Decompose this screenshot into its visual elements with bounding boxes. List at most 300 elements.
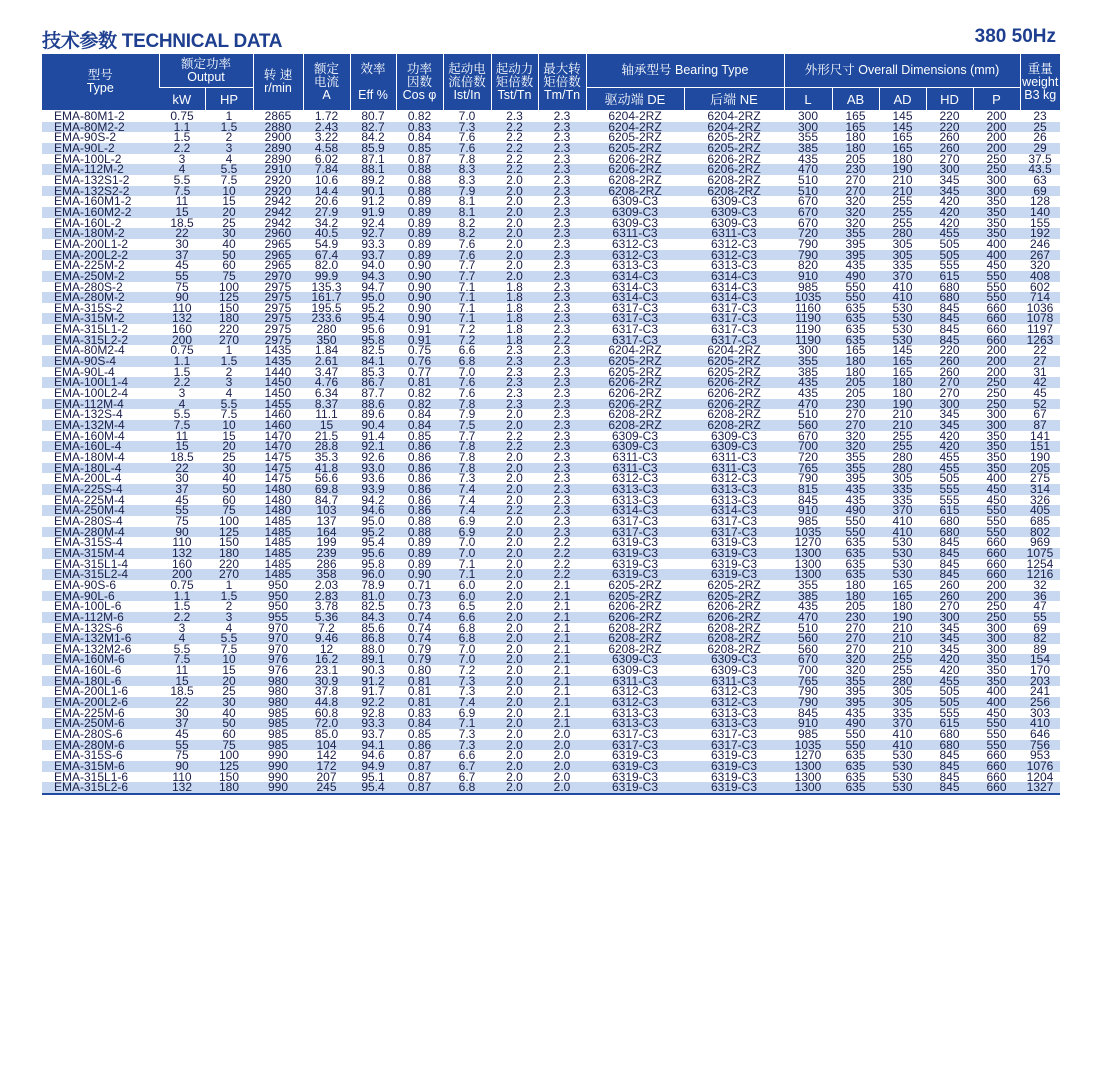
table-row bbox=[42, 601, 1060, 612]
table-cell: 260 bbox=[926, 356, 973, 367]
table-cell: 350 bbox=[973, 441, 1020, 452]
table-cell: 450 bbox=[986, 494, 1007, 506]
table-cell: 6311-C3 bbox=[612, 452, 658, 463]
table-cell: 5.5 bbox=[173, 174, 191, 186]
table-cell: 2.1 bbox=[553, 622, 571, 634]
table-cell: 4.76 bbox=[303, 377, 350, 388]
table-cell: 345 bbox=[939, 622, 960, 634]
table-cell: 6319-C3 bbox=[586, 761, 684, 772]
table-cell: 7.6 bbox=[458, 238, 476, 250]
table-cell: 765 bbox=[784, 676, 832, 687]
table-cell: 550 bbox=[973, 527, 1020, 538]
table-cell: 95.4 bbox=[361, 537, 385, 548]
table-cell: 26 bbox=[1033, 132, 1047, 143]
table-cell: 0.85 bbox=[407, 430, 432, 442]
table-cell: 0.83 bbox=[407, 707, 432, 719]
table-cell: 7.4 bbox=[443, 484, 491, 495]
table-cell: 756 bbox=[1020, 740, 1060, 751]
table-cell: 15 bbox=[222, 196, 236, 207]
table-cell: 56.6 bbox=[314, 473, 339, 484]
table-cell: 93.0 bbox=[350, 463, 396, 474]
table-cell: 1190 bbox=[784, 335, 832, 346]
table-row bbox=[42, 633, 1060, 644]
table-cell: 845 bbox=[926, 548, 973, 559]
table-cell: 93.7 bbox=[361, 729, 385, 740]
table-cell: 6309-C3 bbox=[710, 217, 758, 229]
table-cell: 94.9 bbox=[350, 761, 396, 772]
table-cell: 50 bbox=[205, 250, 253, 261]
table-cell: 820 bbox=[797, 260, 819, 271]
table-cell: 1.8 bbox=[491, 335, 538, 346]
table-cell: EMA-132S-4 bbox=[54, 409, 123, 421]
table-cell: 0.74 bbox=[396, 633, 443, 644]
table-cell: 985 bbox=[797, 515, 819, 527]
table-cell: EMA-90L-4 bbox=[54, 366, 115, 378]
table-cell: 2965 bbox=[264, 238, 292, 250]
table-row bbox=[42, 729, 1060, 740]
table-cell: 0.86 bbox=[396, 505, 443, 516]
table-cell: 91.2 bbox=[350, 676, 396, 687]
table-cell: 1435 bbox=[264, 345, 292, 357]
table-cell: 355 bbox=[832, 676, 879, 687]
table-cell: 1485 bbox=[253, 527, 303, 538]
table-cell: 7.7 bbox=[443, 271, 491, 282]
table-cell: 8.2 bbox=[443, 228, 491, 239]
table-cell: 6319-C3 bbox=[611, 558, 659, 570]
table-cell: EMA-200L1-2 bbox=[54, 238, 129, 250]
table-cell: 350 bbox=[973, 463, 1020, 474]
table-cell: 0.80 bbox=[407, 665, 432, 676]
table-cell: 2.1 bbox=[553, 643, 571, 655]
table-cell: 6319-C3 bbox=[684, 782, 784, 794]
table-cell: 89 bbox=[1033, 643, 1047, 655]
header-dim-hd: HD bbox=[926, 88, 973, 111]
table-cell: 450 bbox=[973, 484, 1020, 495]
table-cell: 2.0 bbox=[491, 676, 538, 687]
table-cell: 270 bbox=[939, 601, 960, 612]
table-cell: 976 bbox=[253, 654, 303, 665]
table-cell: 6312-C3 bbox=[684, 697, 784, 708]
table-cell: 455 bbox=[939, 452, 960, 463]
table-cell: 6317-C3 bbox=[710, 324, 758, 335]
table-cell: EMA-315S-4 bbox=[54, 537, 123, 548]
table-cell: 40 bbox=[222, 238, 236, 250]
table-cell: 969 bbox=[1029, 537, 1051, 548]
table-cell: 660 bbox=[973, 569, 1020, 580]
table-cell: 680 bbox=[926, 292, 973, 303]
table-cell: 0.75 bbox=[170, 110, 194, 122]
table-cell: 250 bbox=[986, 153, 1007, 165]
table-cell: 845 bbox=[939, 750, 960, 762]
table-cell: 2.03 bbox=[314, 579, 339, 591]
table-cell: 510 bbox=[784, 186, 832, 197]
table-cell: 6.34 bbox=[314, 388, 339, 399]
table-cell: 7.1 bbox=[458, 302, 476, 314]
table-row bbox=[42, 196, 1060, 207]
table-cell: 25 bbox=[222, 686, 236, 698]
table-cell: 150 bbox=[218, 302, 240, 314]
table-cell: 6205-2RZ bbox=[608, 579, 662, 591]
table-cell: 2.3 bbox=[538, 250, 586, 261]
table-cell: 16.2 bbox=[303, 654, 350, 665]
table-cell: 6.8 bbox=[443, 356, 491, 367]
table-cell: 660 bbox=[973, 313, 1020, 324]
table-cell: 5.5 bbox=[205, 164, 253, 175]
table-cell: 660 bbox=[986, 324, 1007, 335]
table-cell: 210 bbox=[879, 186, 926, 197]
table-cell: EMA-315L1-6 bbox=[54, 771, 129, 783]
table-cell: 0.90 bbox=[396, 271, 443, 282]
table-cell: 300 bbox=[986, 643, 1007, 655]
table-cell: 270 bbox=[845, 409, 866, 421]
header-speed: 转 速 r/min bbox=[253, 54, 303, 111]
table-cell: 0.91 bbox=[396, 335, 443, 346]
table-cell: 950 bbox=[267, 579, 289, 591]
table-cell: 2.0 bbox=[506, 452, 523, 463]
header-weight: 重量 weight B3 kg bbox=[1020, 54, 1060, 111]
table-cell: 6317-C3 bbox=[586, 335, 684, 346]
table-cell: 205 bbox=[1020, 463, 1060, 474]
table-cell: 2.3 bbox=[538, 505, 586, 516]
table-cell: 320 bbox=[1029, 260, 1051, 271]
table-cell: 94.0 bbox=[361, 260, 385, 271]
table-cell: 470 bbox=[784, 612, 832, 623]
table-cell: 2.3 bbox=[538, 271, 586, 282]
table-cell: 91.4 bbox=[361, 430, 385, 442]
table-cell: 200 bbox=[973, 143, 1020, 154]
table-row bbox=[42, 239, 1060, 250]
table-cell: 2.2 bbox=[506, 430, 523, 442]
table-cell: 94.2 bbox=[361, 494, 385, 506]
table-cell: 2.0 bbox=[491, 697, 538, 708]
table-cell: 2865 bbox=[264, 110, 292, 122]
table-cell: 86.7 bbox=[350, 377, 396, 388]
table-cell: 410 bbox=[892, 515, 913, 527]
table-cell: 45 bbox=[175, 494, 189, 506]
table-cell: 125 bbox=[205, 527, 253, 538]
table-cell: EMA-180M-2 bbox=[42, 228, 159, 239]
table-cell: 845 bbox=[926, 569, 973, 580]
table-cell: 670 bbox=[784, 654, 832, 665]
table-cell: 2.0 bbox=[506, 601, 523, 612]
table-cell: 300 bbox=[926, 164, 973, 175]
table-cell: 4 bbox=[225, 388, 233, 399]
table-cell: 2.1 bbox=[538, 697, 586, 708]
table-cell: 660 bbox=[986, 558, 1007, 570]
table-cell: 685 bbox=[1029, 515, 1051, 527]
table-cell: 20 bbox=[205, 676, 253, 687]
table-cell: 2.3 bbox=[553, 174, 571, 186]
table-cell: 72.0 bbox=[303, 718, 350, 729]
table-row bbox=[42, 718, 1060, 729]
table-cell: 5.5 bbox=[205, 633, 253, 644]
table-cell: 345 bbox=[939, 643, 960, 655]
table-cell: 2.3 bbox=[538, 186, 586, 197]
table-cell: 37 bbox=[159, 250, 205, 261]
table-cell: 410 bbox=[892, 281, 913, 293]
table-cell: 300 bbox=[797, 345, 819, 357]
table-cell: 1460 bbox=[253, 420, 303, 431]
table-cell: 2.1 bbox=[538, 718, 586, 729]
table-cell: 0.90 bbox=[396, 569, 443, 580]
table-cell: 910 bbox=[784, 718, 832, 729]
table-cell: 6208-2RZ bbox=[586, 186, 684, 197]
table-cell: 2.3 bbox=[506, 345, 523, 357]
table-cell: 0.88 bbox=[407, 515, 432, 527]
table-cell: 6206-2RZ bbox=[684, 399, 784, 410]
table-cell: 2.0 bbox=[506, 174, 523, 186]
table-cell: 67.4 bbox=[303, 250, 350, 261]
table-cell: 81.0 bbox=[350, 591, 396, 602]
table-cell: 6317-C3 bbox=[684, 740, 784, 751]
table-cell: 510 bbox=[797, 174, 819, 186]
table-cell: 455 bbox=[926, 463, 973, 474]
table-cell: 87 bbox=[1020, 420, 1060, 431]
table-cell: 12 bbox=[319, 643, 334, 655]
table-cell: 953 bbox=[1029, 750, 1051, 762]
table-cell: 2.0 bbox=[553, 729, 571, 740]
table-cell: 410 bbox=[1020, 718, 1060, 729]
table-cell: 95.0 bbox=[350, 292, 396, 303]
header-bearing-ne: 后端 NE bbox=[684, 88, 784, 111]
table-cell: 2.2 bbox=[159, 143, 205, 154]
table-row bbox=[42, 644, 1060, 655]
table-cell: 11 bbox=[175, 196, 189, 207]
table-cell: 550 bbox=[986, 281, 1007, 293]
table-cell: 2890 bbox=[253, 143, 303, 154]
table-cell: 305 bbox=[879, 250, 926, 261]
table-cell: 250 bbox=[986, 601, 1007, 612]
table-cell: 180 bbox=[205, 782, 253, 794]
table-cell: 7.6 bbox=[443, 377, 491, 388]
header-current: 额定 电流 A bbox=[303, 54, 350, 111]
table-cell: 245 bbox=[303, 782, 350, 794]
header-bearing-de: 驱动端 DE bbox=[586, 88, 684, 111]
table-cell: 75 bbox=[175, 281, 189, 293]
table-cell: 550 bbox=[832, 740, 879, 751]
table-cell: 1160 bbox=[795, 302, 821, 314]
table-cell: 720 bbox=[797, 452, 819, 463]
table-cell: 2.3 bbox=[553, 281, 571, 293]
table-row bbox=[42, 740, 1060, 751]
table-row bbox=[42, 111, 1060, 122]
table-cell: 8.2 bbox=[458, 217, 476, 229]
table-cell: 0.73 bbox=[396, 591, 443, 602]
table-cell: 355 bbox=[797, 132, 819, 143]
table-cell: 220 bbox=[939, 110, 960, 122]
table-cell: EMA-280S-2 bbox=[54, 281, 123, 293]
table-cell: 7.9 bbox=[458, 409, 476, 421]
table-cell: 6208-2RZ bbox=[684, 186, 784, 197]
table-cell: 6309-C3 bbox=[586, 207, 684, 218]
table-cell: 1 bbox=[225, 579, 233, 591]
table-cell: 1.5 bbox=[173, 366, 191, 378]
table-cell: 7.0 bbox=[443, 548, 491, 559]
table-cell: 11.1 bbox=[315, 409, 338, 421]
table-cell: 280 bbox=[879, 463, 926, 474]
table-cell: 160 bbox=[171, 558, 193, 570]
table-row bbox=[42, 250, 1060, 261]
table-cell: EMA-315L2-2 bbox=[42, 335, 159, 346]
table-cell: 530 bbox=[879, 569, 926, 580]
table-cell: 530 bbox=[892, 302, 913, 314]
table-cell: 2.0 bbox=[506, 494, 523, 506]
table-cell: 550 bbox=[973, 740, 1020, 751]
table-cell: 435 bbox=[845, 707, 866, 719]
table-cell: 6204-2RZ bbox=[707, 345, 761, 357]
table-cell: 8.1 bbox=[443, 207, 491, 218]
table-cell: 6205-2RZ bbox=[684, 143, 784, 154]
table-cell: 270 bbox=[845, 622, 866, 634]
table-cell: EMA-160L-4 bbox=[42, 441, 159, 452]
table-row bbox=[42, 505, 1060, 516]
table-cell: 6317-C3 bbox=[611, 302, 659, 314]
table-cell: 2.0 bbox=[538, 761, 586, 772]
table-cell: 15 bbox=[159, 441, 205, 452]
table-cell: 2.0 bbox=[506, 217, 523, 229]
table-cell: 7.5 bbox=[220, 174, 238, 186]
table-cell: 256 bbox=[1020, 697, 1060, 708]
table-cell: 2 bbox=[225, 601, 233, 612]
table-cell: 0.82 bbox=[396, 399, 443, 410]
table-cell: 2.1 bbox=[538, 591, 586, 602]
table-cell: 6313-C3 bbox=[611, 707, 659, 719]
table-cell: 6311-C3 bbox=[586, 463, 684, 474]
table-row bbox=[42, 431, 1060, 442]
table-cell: 345 bbox=[939, 174, 960, 186]
table-cell: 0.84 bbox=[396, 718, 443, 729]
table-cell: 615 bbox=[926, 271, 973, 282]
table-cell: 6205-2RZ bbox=[684, 356, 784, 367]
table-cell: 90.1 bbox=[350, 186, 396, 197]
table-cell: 7.5 bbox=[159, 654, 205, 665]
table-cell: 660 bbox=[973, 761, 1020, 772]
table-row bbox=[42, 484, 1060, 495]
table-cell: 2.3 bbox=[553, 324, 571, 335]
table-cell: 3.78 bbox=[314, 601, 339, 612]
table-cell: 530 bbox=[879, 761, 926, 772]
table-cell: EMA-100L1-4 bbox=[42, 377, 159, 388]
table-cell: 6309-C3 bbox=[611, 217, 659, 229]
table-cell: 90.4 bbox=[350, 420, 396, 431]
table-cell: 7.2 bbox=[443, 335, 491, 346]
table-cell: 6205-2RZ bbox=[684, 591, 784, 602]
table-row bbox=[42, 271, 1060, 282]
table-cell: 6309-C3 bbox=[710, 196, 758, 207]
table-cell: 164 bbox=[303, 527, 350, 538]
table-cell: 1475 bbox=[264, 452, 292, 463]
table-cell: 0.81 bbox=[407, 686, 432, 698]
table-cell: 30 bbox=[175, 473, 189, 484]
table-cell: 4 bbox=[159, 633, 205, 644]
table-cell: 2.2 bbox=[538, 569, 586, 580]
table-cell: 155 bbox=[1029, 217, 1051, 229]
table-cell: EMA-280S-4 bbox=[54, 515, 123, 527]
table-cell: EMA-132M2-6 bbox=[54, 643, 132, 655]
table-cell: 255 bbox=[892, 665, 913, 676]
table-cell: 82.5 bbox=[361, 601, 385, 612]
table-cell: 200 bbox=[159, 569, 205, 580]
table-cell: 207 bbox=[316, 771, 337, 783]
table-cell: 54.9 bbox=[314, 238, 339, 250]
table-cell: EMA-250M-4 bbox=[42, 505, 159, 516]
table-cell: 1475 bbox=[253, 463, 303, 474]
table-cell: 2.2 bbox=[506, 153, 523, 165]
table-cell: 0.84 bbox=[407, 132, 432, 143]
table-cell: 2.0 bbox=[506, 260, 523, 271]
table-cell: 205 bbox=[845, 601, 866, 612]
table-cell: 270 bbox=[832, 633, 879, 644]
table-cell: 45 bbox=[1033, 388, 1047, 399]
table-cell: 6314-C3 bbox=[684, 271, 784, 282]
table-cell: 27 bbox=[1020, 356, 1060, 367]
table-cell: 2.0 bbox=[506, 686, 523, 698]
table-cell: 980 bbox=[267, 686, 289, 698]
table-cell: 2.2 bbox=[491, 122, 538, 133]
table-cell: 170 bbox=[1029, 665, 1051, 676]
table-cell: 2.0 bbox=[491, 633, 538, 644]
table-cell: 0.86 bbox=[407, 473, 432, 484]
table-cell: 10 bbox=[205, 186, 253, 197]
table-cell: 151 bbox=[1020, 441, 1060, 452]
table-cell: 9.46 bbox=[303, 633, 350, 644]
table-cell: 6208-2RZ bbox=[684, 633, 784, 644]
table-cell: EMA-250M-2 bbox=[42, 271, 159, 282]
table-cell: 320 bbox=[832, 654, 879, 665]
table-cell: 6206-2RZ bbox=[608, 153, 662, 165]
table-cell: 2.2 bbox=[553, 537, 571, 548]
table-cell: 180 bbox=[845, 132, 866, 143]
table-cell: 41.8 bbox=[303, 463, 350, 474]
table-cell: 635 bbox=[832, 313, 879, 324]
table-cell: 84.3 bbox=[350, 612, 396, 623]
table-cell: 23 bbox=[1033, 110, 1047, 122]
table-cell: 350 bbox=[986, 196, 1007, 207]
table-row bbox=[42, 260, 1060, 271]
table-cell: 30 bbox=[205, 228, 253, 239]
table-cell: 99.9 bbox=[303, 271, 350, 282]
table-cell: 6.7 bbox=[458, 771, 476, 783]
table-cell: 6205-2RZ bbox=[586, 356, 684, 367]
table-cell: 82.5 bbox=[361, 345, 385, 357]
table-cell: 89.2 bbox=[361, 174, 385, 186]
table-cell: 680 bbox=[939, 515, 960, 527]
table-cell: 2.3 bbox=[538, 377, 586, 388]
header-kw: kW bbox=[159, 88, 205, 111]
table-cell: 660 bbox=[973, 782, 1020, 794]
table-cell: 2 bbox=[225, 132, 233, 143]
table-cell: 6205-2RZ bbox=[707, 366, 761, 378]
table-row bbox=[42, 132, 1060, 143]
table-cell: 0.91 bbox=[407, 324, 432, 335]
table-cell: EMA-160M-4 bbox=[54, 430, 125, 442]
table-cell: 985 bbox=[267, 707, 289, 719]
table-cell: 30 bbox=[175, 707, 189, 719]
table-cell: 550 bbox=[986, 729, 1007, 740]
table-cell: 165 bbox=[879, 591, 926, 602]
table-cell: 22 bbox=[159, 228, 205, 239]
table-cell: 845 bbox=[797, 707, 819, 719]
table-cell: 2.2 bbox=[491, 441, 538, 452]
table-cell: 37.8 bbox=[314, 686, 339, 698]
table-cell: 6.9 bbox=[458, 515, 476, 527]
table-cell: 300 bbox=[973, 420, 1020, 431]
table-cell: 2.3 bbox=[553, 452, 571, 463]
table-cell: 180 bbox=[892, 388, 913, 399]
table-cell: 200 bbox=[973, 356, 1020, 367]
table-row bbox=[42, 708, 1060, 719]
table-cell: 1 bbox=[225, 110, 233, 122]
